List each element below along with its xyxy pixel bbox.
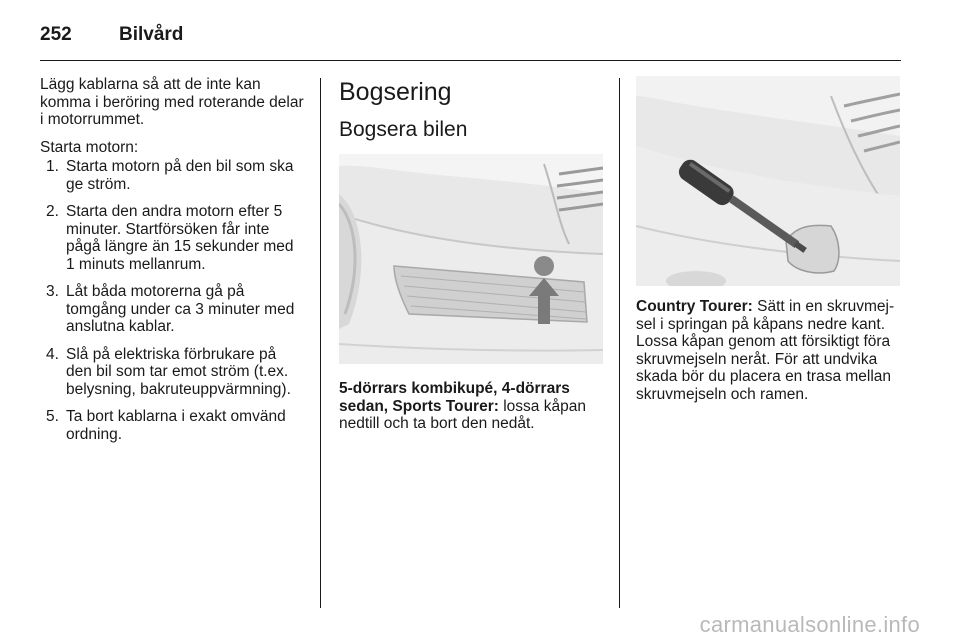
list-item (40, 283, 306, 336)
step-number: 5. (46, 408, 59, 425)
column-1 (40, 76, 306, 453)
step-text: Låt båda motorerna gå på tomgång under ca 3 minuter med anslutna kablar. (66, 283, 295, 335)
step-number: 3. (46, 283, 59, 300)
page-number: 252 (40, 24, 72, 45)
caption-bold-1: 5-dörrars kombikupé, 4-dörrars sedan, Sports Tourer: (339, 380, 570, 415)
subsection-title: Bogsera bilen (339, 118, 468, 141)
watermark: carmanualsonline.info (699, 612, 920, 637)
column-divider-1 (320, 78, 321, 608)
steps-label: Starta motorn: (40, 138, 139, 156)
figure-caption-2 (636, 298, 902, 403)
bumper-figure-svg (339, 154, 603, 364)
caption-text-1: lossa kåpan nedtill och ta bort den nedåt. (339, 397, 586, 432)
list-item (40, 158, 306, 193)
column-divider-2 (619, 78, 620, 608)
bumper-tow-cover-illustration (339, 154, 603, 364)
intro-paragraph: Lägg kablarna så att de inte kan komma i beröring med roterande delar i motorrummet. (40, 76, 304, 128)
step-text: Starta den andra motorn efter 5 minuter. Startförsöken får inte pågå längre än 15 sekunder med 1 minuts mellanrum. (66, 203, 294, 273)
page-header (40, 20, 183, 50)
column-3 (636, 76, 902, 413)
step-text: Starta motorn på den bil som ska ge ström. (66, 158, 294, 193)
screwdriver-cover-illustration (636, 76, 900, 286)
caption-text-2: Sätt in en skruvmejsel i springan på kåpans nedre kant. Lossa kåpan genom att försiktigt föra skruvmejseln neråt. För att undvika skada bör du placera en trasa mellan skruvmejseln och ramen. (636, 298, 895, 403)
column-2 (339, 76, 604, 443)
step-number: 2. (46, 203, 59, 220)
list-item (40, 346, 306, 399)
steps-list (40, 158, 306, 443)
step-number: 4. (46, 345, 59, 363)
caption-bold-2: Country Tourer: (636, 298, 753, 315)
list-item (40, 408, 306, 443)
chapter-title: Bilvård (119, 24, 184, 45)
step-text: Slå på elektriska förbrukare på den bil som tar emot ström (t.ex. belysning, bakruteuppvärmning). (66, 345, 291, 398)
step-text: Ta bort kablarna i exakt omvänd ordning. (66, 408, 286, 443)
list-item (40, 203, 306, 273)
section-title: Bogsering (339, 78, 452, 106)
header-rule (40, 60, 901, 61)
screwdriver-figure-svg (636, 76, 900, 286)
step-number: 1. (46, 158, 59, 175)
figure-caption-1 (339, 380, 604, 433)
